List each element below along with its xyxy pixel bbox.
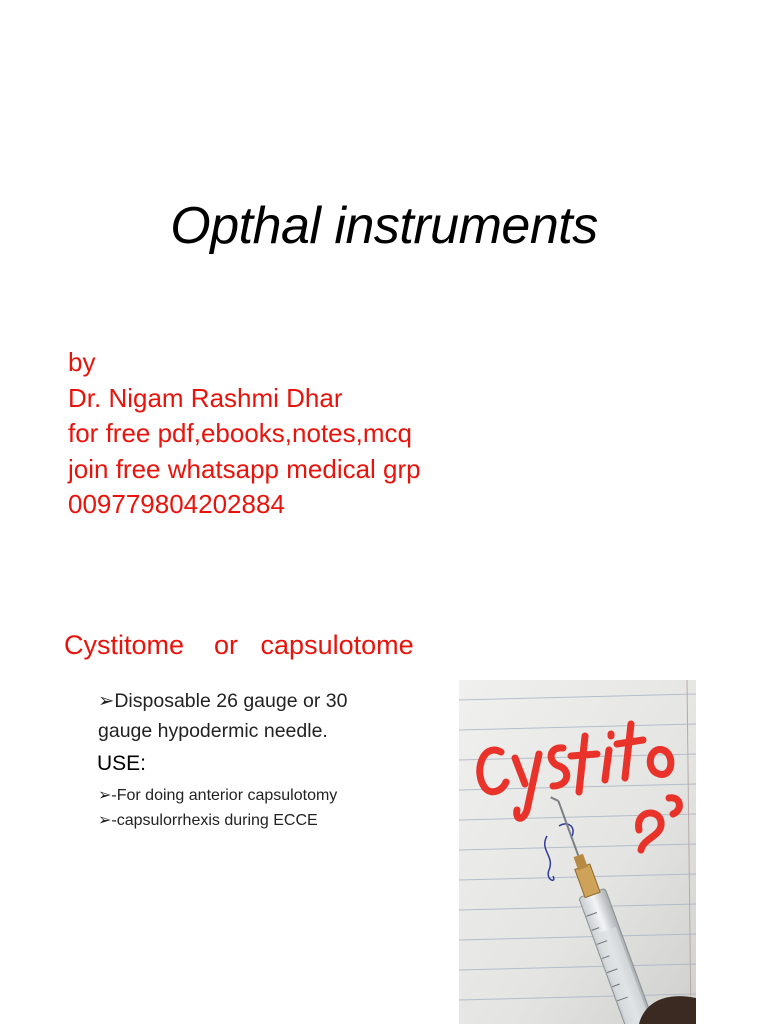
author-name: Dr. Nigam Rashmi Dhar xyxy=(68,382,343,413)
instrument-description: ➢Disposable 26 gauge or 30 gauge hypodermic needle. xyxy=(98,690,348,742)
author-line-by: by xyxy=(68,347,96,377)
list-item: ➢-capsulorrhexis during ECCE xyxy=(98,812,318,829)
cystitome-photo xyxy=(459,680,696,1024)
use-list xyxy=(98,783,337,833)
author-phone: 009779804202884 xyxy=(68,489,285,519)
author-line-group: join free whatsapp medical grp xyxy=(68,453,421,484)
list-item: ➢-For doing anterior capsulotomy xyxy=(98,787,338,804)
author-block xyxy=(68,345,421,523)
slide-title: Opthal instruments xyxy=(170,197,598,255)
author-line-promo: for free pdf,ebooks,notes,mcq xyxy=(68,418,412,448)
instrument-heading: Cystitome or capsulotome xyxy=(64,630,414,660)
use-label: USE: xyxy=(97,752,147,775)
